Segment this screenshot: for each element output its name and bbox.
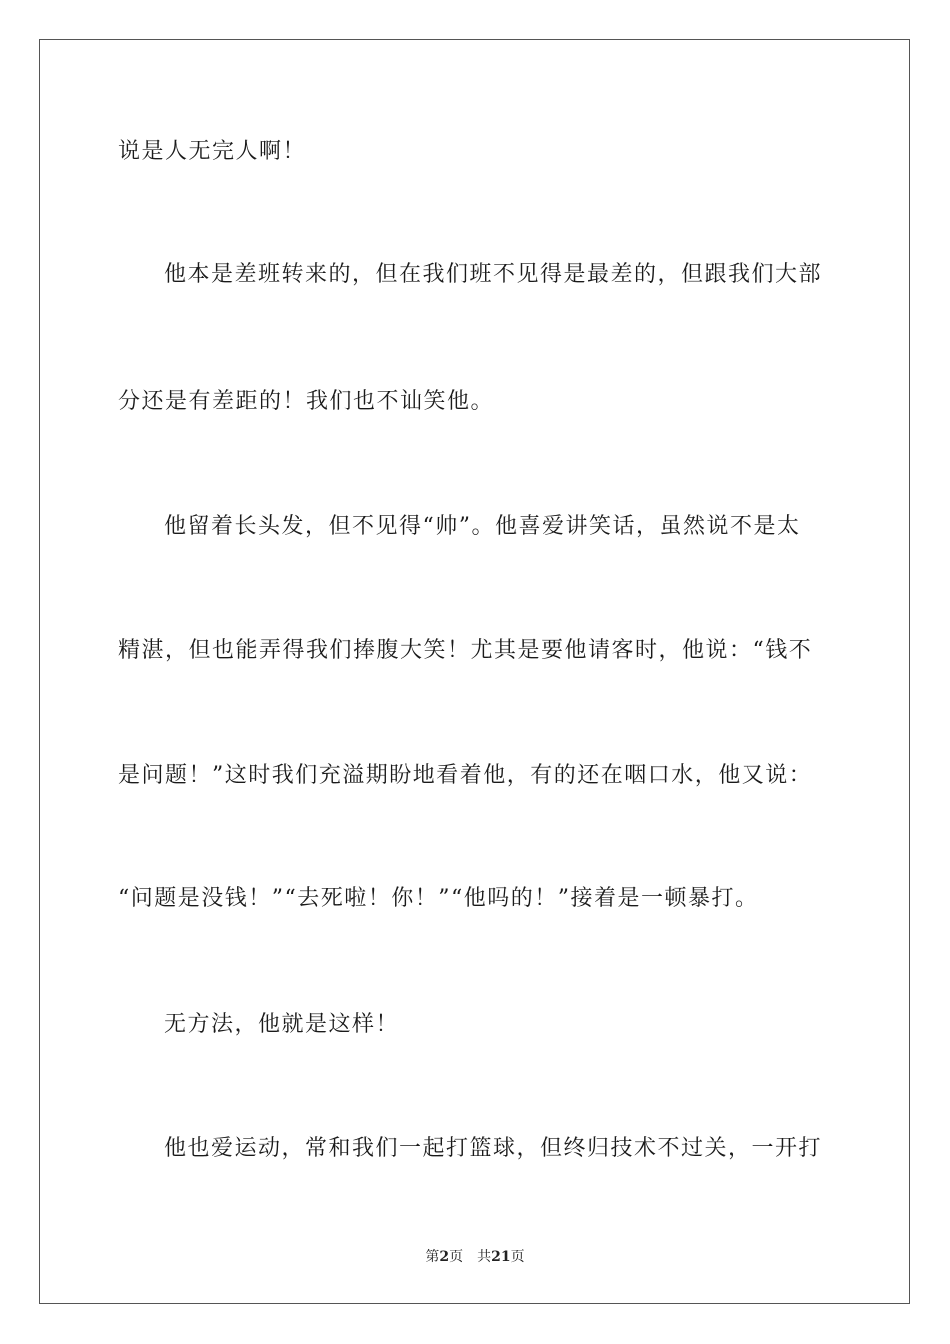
total-prefix: 共 <box>477 1249 492 1265</box>
text-line-2: 他本是差班转来的，但在我们班不见得是最差的，但跟我们大部 <box>164 262 823 287</box>
text-line-8: 无方法，他就是这样！ <box>164 1012 400 1037</box>
text-line-5: 精湛，但也能弄得我们捧腹大笑！尤其是要他请客时，他说：“钱不 <box>118 638 813 663</box>
page-footer <box>0 1248 950 1266</box>
text-line-6: 是问题！”这时我们充溢期盼地看着他，有的还在咽口水，他又说： <box>118 763 813 788</box>
text-line-3: 分还是有差距的！我们也不讪笑他。 <box>118 389 495 414</box>
page-prefix: 第 <box>425 1249 440 1265</box>
page-suffix: 页 <box>449 1249 464 1265</box>
page-number: 2 <box>439 1249 450 1265</box>
total-suffix: 页 <box>510 1249 525 1265</box>
text-line-1: 说是人无完人啊！ <box>118 139 307 164</box>
total-pages: 21 <box>491 1249 511 1265</box>
text-line-4: 他留着长头发，但不见得“帅”。他喜爱讲笑话，虽然说不是太 <box>164 514 801 539</box>
page-border <box>39 39 910 1304</box>
text-line-7: “问题是没钱！”“去死啦！你！”“他吗的！”接着是一顿暴打。 <box>118 886 759 911</box>
text-line-9: 他也爱运动，常和我们一起打篮球，但终归技术不过关，一开打 <box>164 1136 823 1161</box>
